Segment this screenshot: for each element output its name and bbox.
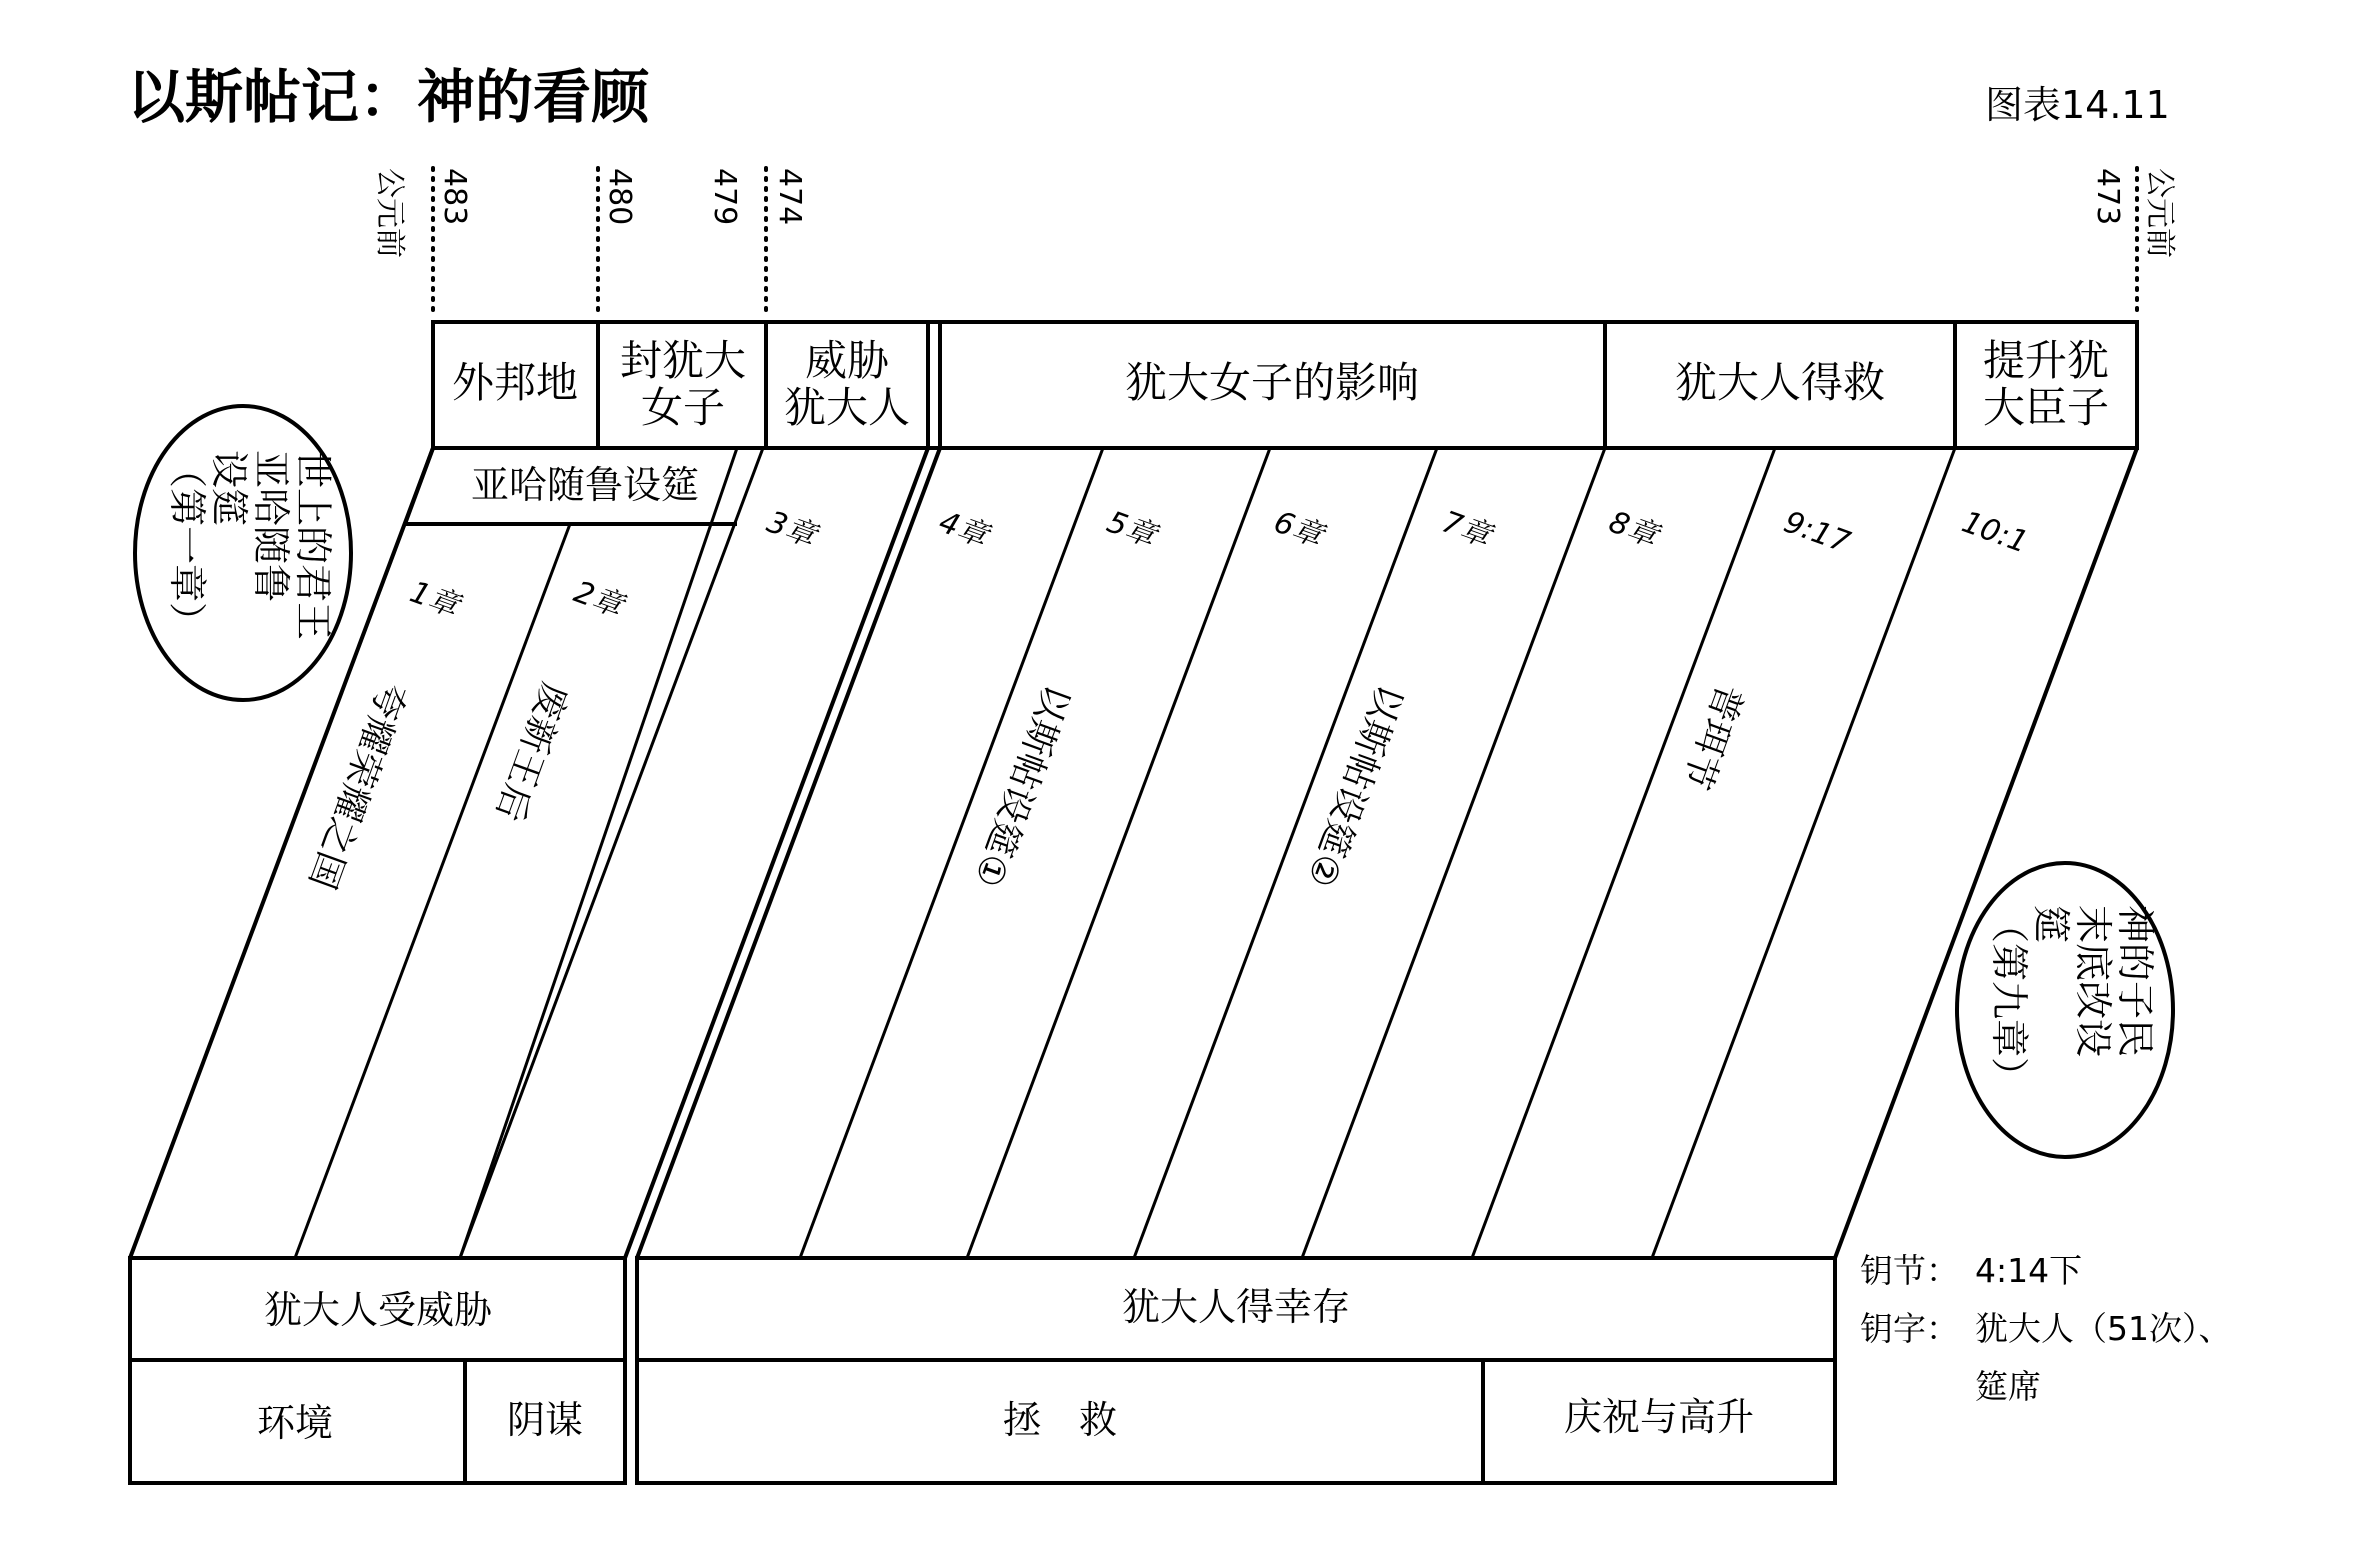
year-483: 483 <box>437 168 472 226</box>
top-box-influence: 犹大女子的影响 <box>1124 358 1420 407</box>
chapter-1: 1章 <box>405 574 464 625</box>
top-box-threat-line2: 犹大人 <box>783 383 911 432</box>
chapter-6: 6章 <box>1269 504 1328 555</box>
left-oval-col-2: 亚哈随鲁 <box>249 450 293 603</box>
top-box-foreign-land: 外邦地 <box>451 358 579 407</box>
left-oval-text <box>165 450 335 640</box>
bottom-threat: 犹大人受威胁 <box>263 1288 493 1332</box>
top-box-crown-line2: 女子 <box>640 383 726 432</box>
key-word-line1: 犹大人（51次）、 <box>1975 1309 2232 1348</box>
left-oval-col-4: （第一章） <box>165 450 209 641</box>
year-prefix-473: 公元前 <box>2142 168 2177 258</box>
section-depose-queen: 废新王后 <box>487 676 576 827</box>
top-box-promotion-line1: 提升犹 <box>1982 336 2110 385</box>
year-480: 480 <box>602 168 637 226</box>
banquet-label: 亚哈随鲁设筵 <box>470 463 700 507</box>
section-esther-banquet-2: 以斯帖设筵② <box>1298 678 1411 893</box>
top-box-crown-line1: 封犹大 <box>619 336 747 385</box>
bottom-celebration: 庆祝与高升 <box>1563 1395 1755 1439</box>
top-box-threat-line1: 威胁 <box>804 336 890 385</box>
right-oval-col-3: 筵 <box>2029 905 2073 944</box>
chapter-9-17: 9:17 <box>1779 504 1855 561</box>
slanted-body <box>130 448 2137 1258</box>
key-info <box>1860 1251 2232 1406</box>
key-verse-label: 钥节： <box>1860 1251 1959 1290</box>
year-474: 474 <box>772 168 807 226</box>
section-purim: 普珥节 <box>1674 678 1751 795</box>
timeline-markers <box>433 168 2137 318</box>
left-oval-col-3: 设筵 <box>207 450 251 527</box>
page-title: 以斯帖记：神的看顾 <box>127 63 650 131</box>
key-word-line2: 筵席 <box>1975 1367 2041 1406</box>
section-esther-banquet-1: 以斯帖设筵① <box>965 678 1078 893</box>
timeline-labels <box>372 168 2177 258</box>
chapter-5: 5章 <box>1102 504 1161 555</box>
left-oval-col-1: 世上的君王 <box>291 450 335 641</box>
figure-number: 图表14.11 <box>1985 83 2170 127</box>
key-verse: 4:14下 <box>1975 1251 2083 1290</box>
bottom-rescue: 拯 救 <box>1002 1398 1118 1442</box>
year-prefix-483: 公元前 <box>372 168 407 258</box>
right-oval-col-1: 神的子民 <box>2113 905 2157 1058</box>
right-oval-col-2: 末底改设 <box>2071 905 2115 1058</box>
year-473: 473 <box>2090 168 2125 226</box>
chapter-4: 4章 <box>934 504 993 555</box>
chapter-2: 2章 <box>569 574 628 625</box>
top-box-labels <box>452 336 2109 432</box>
chapter-10-1: 10:1 <box>1957 504 2033 561</box>
bottom-box-labels <box>257 1285 1754 1445</box>
year-479: 479 <box>707 168 742 226</box>
bottom-plot: 阴谋 <box>506 1398 584 1442</box>
right-oval-text <box>1987 905 2157 1095</box>
chapter-8: 8章 <box>1604 504 1663 555</box>
bottom-setting: 环境 <box>256 1401 334 1445</box>
right-oval-col-4: （第九章） <box>1987 905 2031 1096</box>
section-labels <box>301 677 1750 894</box>
section-boast-kingdom: 夸耀荣耀之国 <box>300 676 414 894</box>
key-word-label: 钥字： <box>1860 1309 1959 1348</box>
top-box-salvation: 犹大人得救 <box>1674 358 1886 407</box>
bottom-survive: 犹大人得幸存 <box>1121 1285 1351 1329</box>
chapter-7: 7章 <box>1437 504 1496 555</box>
chapter-3: 3章 <box>762 504 821 555</box>
top-box-promotion-line2: 大臣子 <box>1982 383 2110 432</box>
